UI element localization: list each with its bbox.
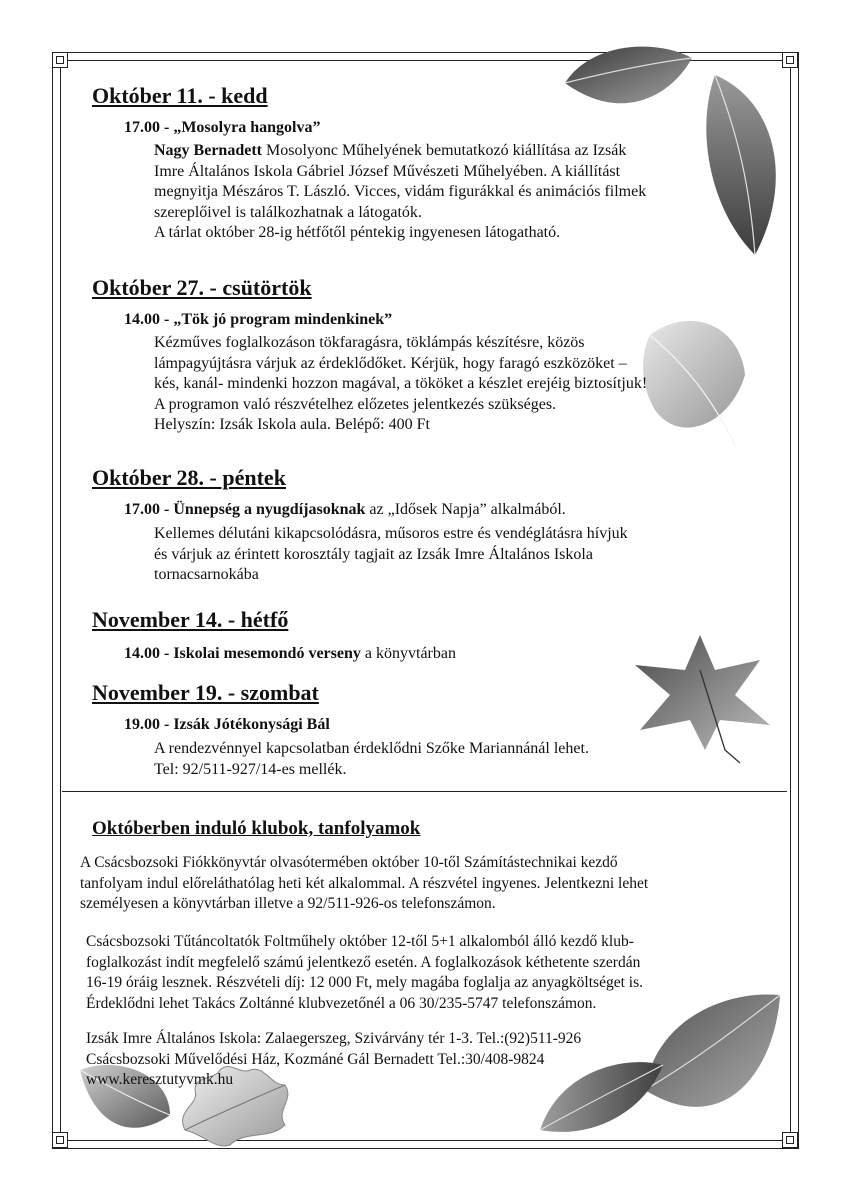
paragraph-line: Érdeklődni lehet Takács Zoltánné klubvezetőnél a 06 30/235-5747 telefonszámon. [86, 994, 597, 1012]
event-title: Iskolai mesemondó verseny [173, 645, 361, 662]
event-time: 17.00 [124, 119, 160, 136]
performer-name: Nagy Bernadett [154, 142, 262, 159]
event-title-suffix: az „Idősek Napja” alkalmából. [365, 501, 566, 518]
clubs-section-title: Októberben induló klubok, tanfolyamok [92, 818, 421, 839]
description-line: és várjuk az érintett korosztály tagjait az Izsák Imre Általános Iskola [154, 545, 593, 563]
event-day-title: November 14. - hétfő [92, 607, 289, 632]
event-heading: 14.00 - Iskolai mesemondó verseny a könyvtárban [124, 645, 456, 662]
clubs-paragraph [80, 853, 780, 915]
description-line: A tárlat október 28-ig hétfőtől péntekig ingyenesen látogatható. [154, 224, 561, 241]
description-line: lámpagyújtásra várjuk az érdeklődőket. Kérjük, hogy faragó eszközöket – [154, 354, 627, 372]
event-title: „Mosolyra hangolva” [173, 119, 321, 136]
description-text: Mosolyonc Műhelyének bemutatkozó kiállítása az Izsák [261, 142, 627, 159]
school-contact: Izsák Imre Általános Iskola: Zalaegerszeg, Szivárvány tér 1-3. Tel.:(92)511-926 [86, 1030, 582, 1047]
paragraph-line: személyesen a könyvtárban illetve a 92/511-926-os telefonszámon. [80, 895, 496, 912]
event-time: 14.00 [124, 645, 160, 662]
event-title: „Tök jó program mindenkinek” [173, 311, 393, 328]
event-heading: 19.00 - Izsák Jótékonysági Bál [124, 716, 330, 733]
event-heading: 17.00 - Ünnepség a nyugdíjasoknak az „Idősek Napja” alkalmából. [124, 501, 566, 518]
description-line: kés, kanál- mindenki hozzon magával, a tököket a készlet erejéig biztosítjuk! [154, 375, 648, 392]
description-line: Kézműves foglalkozáson tökfaragásra, töklámpás készítésre, közös [154, 334, 585, 351]
description-line: Imre Általános Iskola Gábriel József Művészeti Műhelyében. A kiállítást [154, 162, 621, 180]
event-time: 19.00 [124, 716, 160, 733]
event-time: 17.00 [124, 501, 160, 518]
clubs-paragraph [86, 932, 786, 1014]
paragraph-line: tanfolyam indul előreláthatólag heti két alkalommal. A részvétel ingyenes. Jelentkezni lehet [80, 874, 649, 892]
community-house-contact: Csácsbozsoki Művelődési Ház, Kozmáné Gál Bernadett Tel.:30/408-9824 [86, 1050, 545, 1068]
description-line [154, 141, 794, 162]
contact-info [86, 1029, 786, 1091]
description-line: A programon való részvételhez előzetes jelentkezés szükséges. [154, 395, 557, 413]
description-line: Tel: 92/511-927/14-es mellék. [154, 760, 347, 778]
paragraph-line: A Csácsbozsoki Fiókkönyvtár olvasótermében október 10-től Számítástechnikai kezdő [80, 854, 618, 871]
description-line: tornacsarnokába [154, 566, 259, 583]
event-day-title: Október 11. - kedd [92, 83, 268, 108]
website-link[interactable]: www.keresztutyvmk.hu [86, 1071, 234, 1088]
description-line: megnyitja Mészáros T. László. Vicces, vidám figurákkal és animációs filmek [154, 183, 647, 200]
description-line: A rendezvénnyel kapcsolatban érdeklődni Szőke Mariannánál lehet. [154, 740, 589, 757]
event-day-title: Október 28. - péntek [92, 465, 286, 490]
event-time: 14.00 [124, 311, 160, 328]
description-line: Kellemes délutáni kikapcsolódásra, műsoros estre és vendéglátásra hívjuk [154, 525, 628, 542]
event-description [154, 524, 794, 586]
event-description [154, 739, 794, 780]
event-heading: 14.00 - „Tök jó program mindenkinek” [124, 311, 393, 328]
paragraph-line: Csácsbozsoki Tűtáncoltatók Foltműhely október 12-től 5+1 alkalomból álló kezdő klub- [86, 933, 634, 950]
event-day-title: November 19. - szombat [92, 680, 319, 705]
event-day-title: Október 27. - csütörtök [92, 275, 312, 300]
event-title: Izsák Jótékonysági Bál [173, 716, 330, 733]
event-title-suffix: a könyvtárban [360, 645, 456, 662]
description-line: Helyszín: Izsák Iskola aula. Belépő: 400 Ft [154, 416, 430, 433]
section-divider [62, 791, 787, 792]
event-heading: 17.00 - „Mosolyra hangolva” [124, 119, 321, 136]
event-description [154, 333, 794, 436]
paragraph-line: foglalkozást indít megfelelő számú jelentkező esetén. A foglalkozások kéthetente szerdán [86, 953, 641, 971]
paragraph-line: 16-19 óráig lesznek. Részvételi díj: 12 000 Ft, mely magába foglalja az anyagköltséget is. [86, 974, 643, 991]
event-description [154, 141, 794, 244]
event-title: Ünnepség a nyugdíjasoknak [173, 501, 366, 518]
description-line: szereplőivel is találkozhatnak a látogatók. [154, 203, 422, 221]
